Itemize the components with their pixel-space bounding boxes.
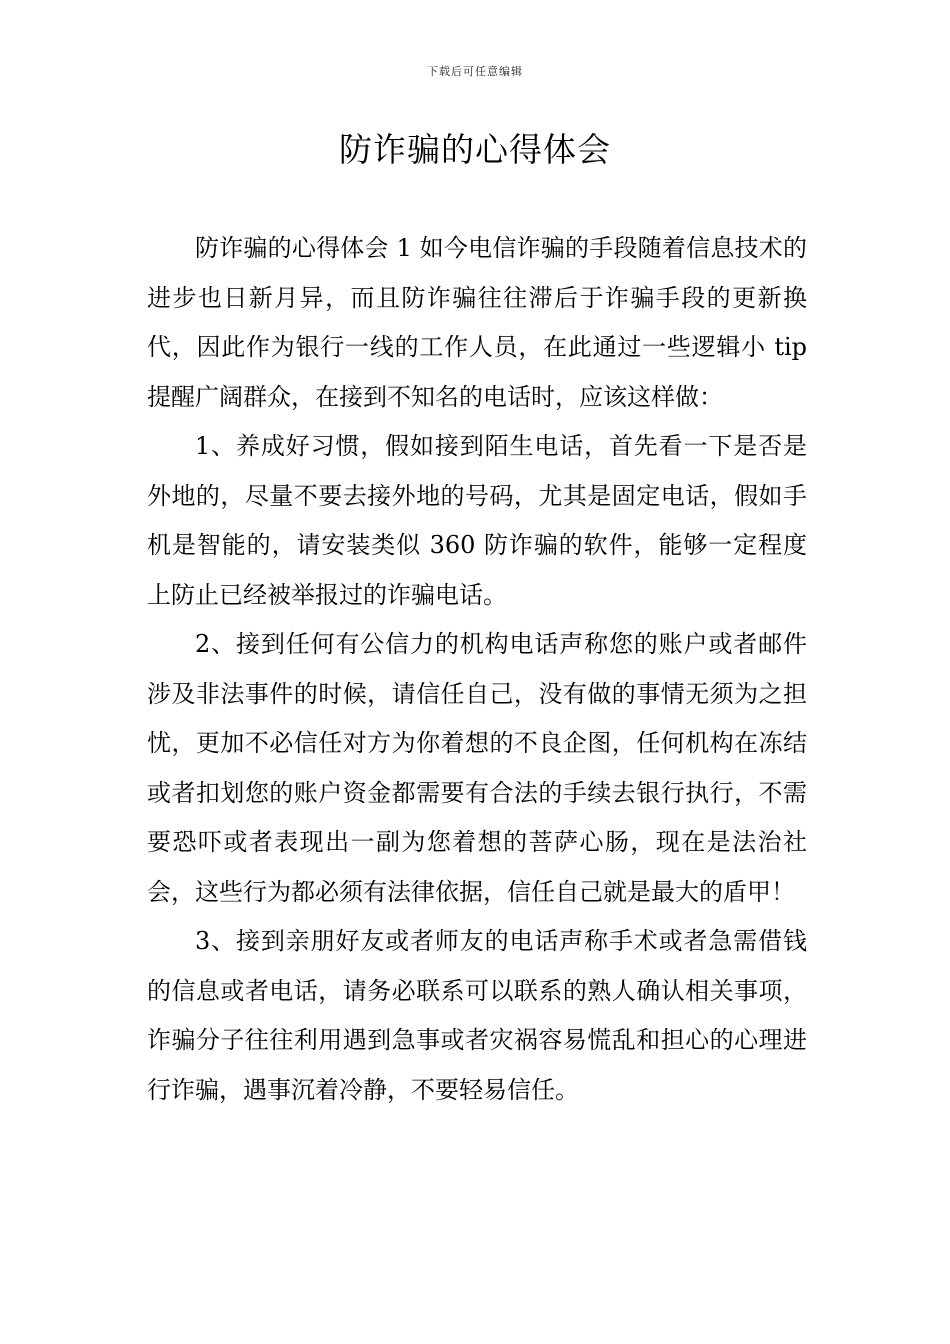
paragraph-tip-2: 2、接到任何有公信力的机构电话声称您的账户或者邮件涉及非法事件的时候，请信任自己，没有做的事情无须为之担忧，更加不必信任对方为你着想的不良企图，任何机构在冻结或者扣划您的账户资金都需要有合法的手续去银行执行，不需要恐吓或者表现出一副为您着想的菩萨心肠，现在是法治社会，这些行为都必须有法律依据，信任自己就是最大的盾甲！ <box>147 630 807 906</box>
document-title: 防诈骗的心得体会 <box>339 130 611 169</box>
document-body <box>147 224 807 1115</box>
paragraph-tip-3: 3、接到亲朋好友或者师友的电话声称手术或者急需借钱的信息或者电话，请务必联系可以联系的熟人确认相关事项，诈骗分子往往利用遇到急事或者灾祸容易慌乱和担心的心理进行诈骗，遇事沉着冷静，不要轻易信任。 <box>147 927 807 1104</box>
paragraph-tip-1: 1、养成好习惯，假如接到陌生电话，首先看一下是否是外地的，尽量不要去接外地的号码，尤其是固定电话，假如手机是智能的，请安装类似 360 防诈骗的软件，能够一定程度上防止已经被举报过的诈骗电话。 <box>147 432 807 609</box>
header-note: 下载后可任意编辑 <box>427 65 523 78</box>
paragraph-intro: 防诈骗的心得体会 1 如今电信诈骗的手段随着信息技术的进步也日新月异，而且防诈骗往往滞后于诈骗手段的更新换代，因此作为银行一线的工作人员，在此通过一些逻辑小 tip 提醒广阔群众，在接到不知名的电话时，应该这样做： <box>147 234 807 411</box>
